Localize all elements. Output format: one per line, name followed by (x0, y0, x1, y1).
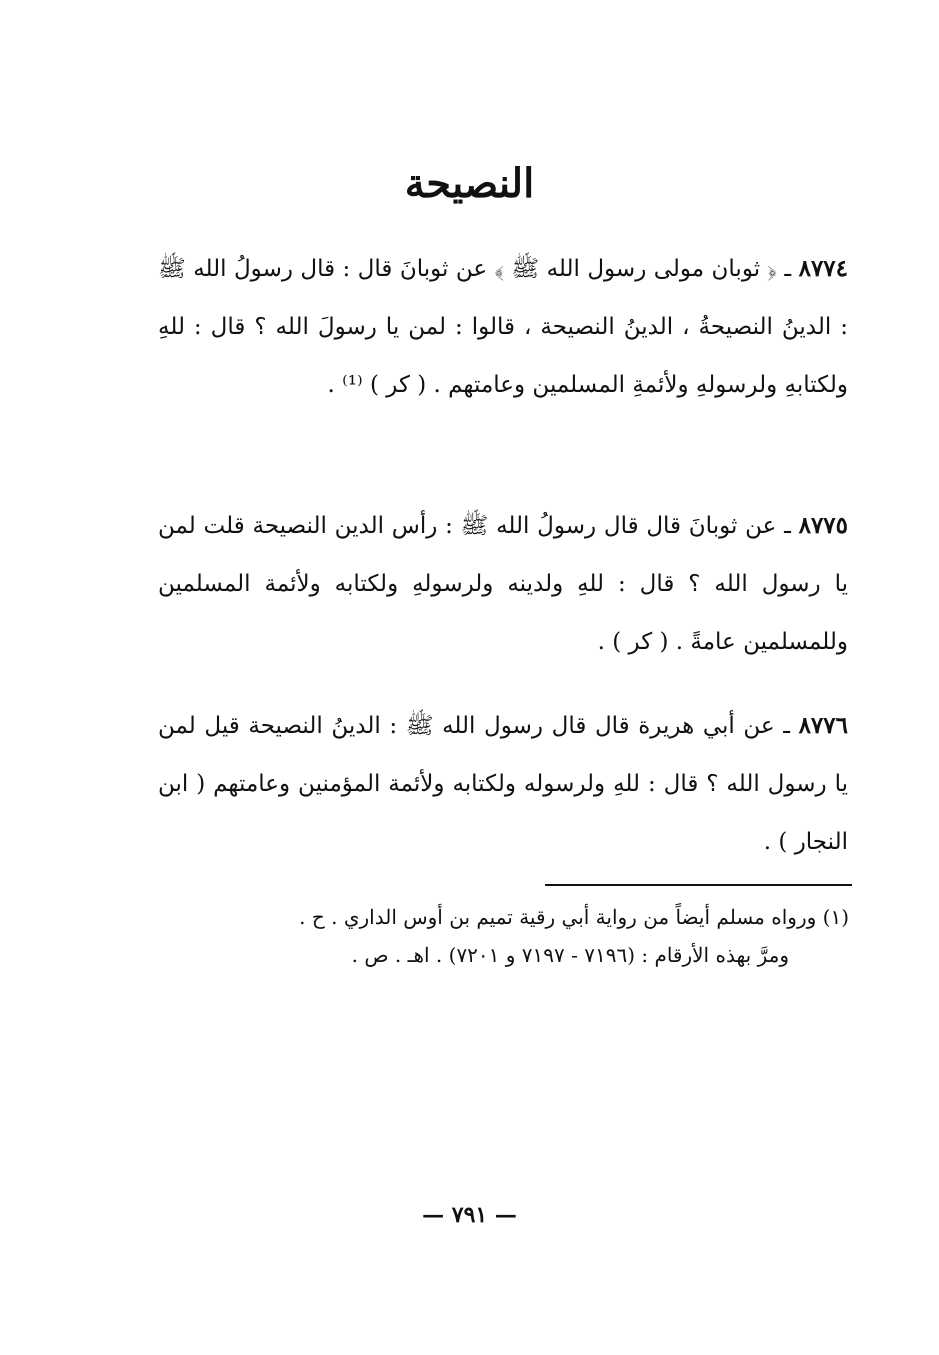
hadith-entry (158, 240, 848, 414)
hadith-text: ـ عن أبي هريرة قال قال رسول الله ﷺ : الدينُ النصيحة قيل لمن يا رسول الله ؟ قال : للهِ ولرسوله ولكتابه ولأئمة المؤمنين وعامتهم ( ابن النجار ) . (158, 713, 848, 855)
page-number: — ٧٩١ — (422, 1202, 517, 1228)
hadith-text: ـ ﴿ ثوبان مولى رسول الله ﷺ ﴾ عن ثوبانَ قال : قال رسولُ الله ﷺ : الدينُ النصيحةُ ، الدينُ النصيحة ، قالوا : لمن يا رسولَ الله ؟ قال : للهِ ولكتابهِ ولرسولهِ ولأئمةِ المسلمين وعامتهم . ( كر ) ⁽¹⁾ . (158, 256, 848, 398)
hadith-number: ٨٧٧٤ (798, 255, 849, 282)
footnote-divider (545, 884, 852, 886)
hadith-number: ٨٧٧٥ (798, 512, 849, 539)
footnote-line: (١) ورواه مسلم أيضاً من رواية أبي رقية تميم بن أوس الداري . ح . (299, 905, 849, 929)
hadith-entry (158, 497, 848, 671)
hadith-entry (158, 697, 848, 871)
hadith-text: ـ عن ثوبانَ قال قال رسولُ الله ﷺ : رأس الدين النصيحة قلت لمن يا رسول الله ؟ قال : للهِ ولدينه ولرسولهِ ولكتابه ولأئمة المسلمين وللمسلمين عامةً . ( كر ) . (158, 513, 848, 655)
footnote-line: ومرَّ بهذه الأرقام : (٧١٩٦ - ٧١٩٧ و ٧٢٠١) . اهـ . ص . (351, 943, 789, 967)
section-heading: النصيحة (404, 160, 535, 207)
hadith-number: ٨٧٧٦ (798, 712, 848, 739)
